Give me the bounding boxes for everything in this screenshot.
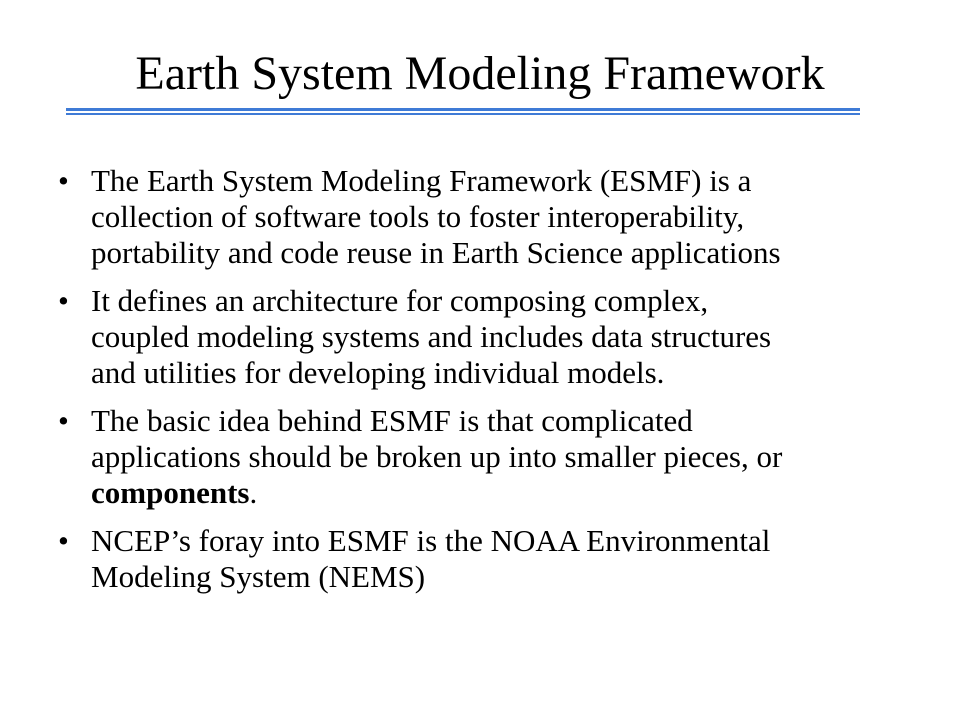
bullet-icon: • bbox=[58, 283, 69, 318]
bullet-item-nems bbox=[58, 523, 918, 595]
bullet-list bbox=[58, 163, 918, 607]
bullet-icon: • bbox=[58, 403, 69, 438]
bullet-line: Modeling System (NEMS) bbox=[91, 559, 426, 594]
emphasis-components: components bbox=[91, 475, 250, 510]
bullet-item-components bbox=[58, 403, 918, 511]
bullet-icon: • bbox=[58, 163, 69, 198]
bullet-item-esmf-definition bbox=[58, 163, 918, 271]
slide-title: Earth System Modeling Framework bbox=[135, 47, 825, 100]
bullet-line: coupled modeling systems and includes data structures bbox=[91, 319, 772, 354]
bullet-line: collection of software tools to foster interoperability, bbox=[91, 199, 745, 234]
bullet-line: and utilities for developing individual models. bbox=[91, 355, 665, 390]
bullet-line: portability and code reuse in Earth Science applications bbox=[91, 235, 781, 270]
bullet-line-emphasis bbox=[91, 475, 918, 511]
bullet-icon: • bbox=[58, 523, 69, 558]
bullet-item-architecture bbox=[58, 283, 918, 391]
title-underline-top bbox=[66, 108, 860, 111]
title-underline-bottom bbox=[66, 113, 860, 115]
bullet-line: The Earth System Modeling Framework (ESMF) is a bbox=[91, 163, 752, 198]
emphasis-suffix: . bbox=[249, 475, 258, 510]
bullet-line: The basic idea behind ESMF is that complicated bbox=[91, 403, 693, 438]
bullet-line: It defines an architecture for composing complex, bbox=[91, 283, 709, 318]
bullet-line: NCEP’s foray into ESMF is the NOAA Environmental bbox=[91, 523, 771, 558]
bullet-line: applications should be broken up into smaller pieces, or bbox=[91, 439, 783, 474]
